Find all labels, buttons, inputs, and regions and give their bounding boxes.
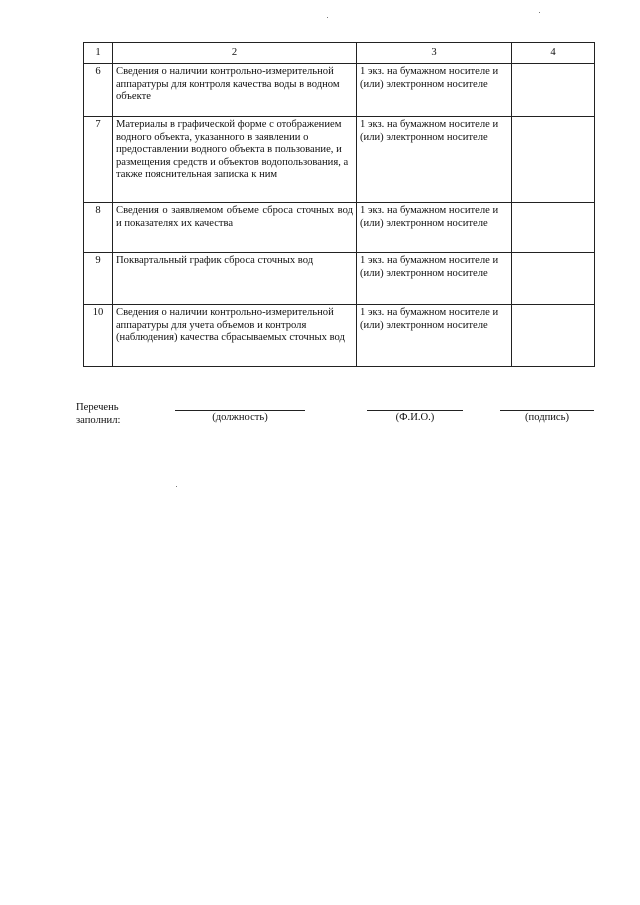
row-number: 7: [84, 117, 113, 203]
documents-table: [83, 42, 595, 367]
row-note: [512, 305, 595, 367]
row-note: [512, 117, 595, 203]
row-copies: 1 экз. на бумажном носителе и (или) электронном носителе: [357, 203, 512, 253]
scan-speck: [176, 486, 177, 487]
row-copies: 1 экз. на бумажном носителе и (или) электронном носителе: [357, 305, 512, 367]
position-caption: (должность): [212, 412, 268, 423]
table-row: [84, 64, 595, 117]
row-description: Сведения о наличии контрольно-измерительной аппаратуры для контроля качества воды в водном объекте: [113, 64, 357, 117]
signature-caption: (подпись): [525, 412, 569, 423]
header-cell-1: 1: [84, 43, 113, 64]
table-row: [84, 117, 595, 203]
table-row: [84, 203, 595, 253]
row-copies: 1 экз. на бумажном носителе и (или) электронном носителе: [357, 64, 512, 117]
row-description: Материалы в графической форме с отображением водного объекта, указанного в заявлении о предоставлении водного объекта в пользование, и размещения средств и объектов водопользования, а также пояснительная записка к ним: [113, 117, 357, 203]
header-cell-3: 3: [357, 43, 512, 64]
name-caption: (Ф.И.О.): [395, 412, 435, 423]
signature-line: [500, 410, 594, 411]
scan-speck: [327, 17, 328, 18]
table-row: [84, 253, 595, 305]
row-copies: 1 экз. на бумажном носителе и (или) электронном носителе: [357, 253, 512, 305]
scan-speck: [539, 12, 540, 13]
header-cell-2: 2: [113, 43, 357, 64]
table-header-row: [84, 43, 595, 64]
row-description: Сведения о наличии контрольно-измерительной аппаратуры для учета объемов и контроля (наблюдения) качества сбрасываемых сточных вод: [113, 305, 357, 367]
name-signature-line: [367, 410, 463, 411]
row-note: [512, 64, 595, 117]
row-note: [512, 253, 595, 305]
row-description: Сведения о заявляемом объеме сброса сточных вод и показателях их качества: [113, 203, 357, 253]
position-signature-line: [175, 410, 305, 411]
row-description: Поквартальный график сброса сточных вод: [113, 253, 357, 305]
signature-label-line1: Перечень: [76, 402, 119, 413]
table-row: [84, 305, 595, 367]
signature-label: [76, 402, 120, 427]
row-copies: 1 экз. на бумажном носителе и (или) электронном носителе: [357, 117, 512, 203]
row-number: 10: [84, 305, 113, 367]
row-number: 8: [84, 203, 113, 253]
header-cell-4: 4: [512, 43, 595, 64]
signature-label-line2: заполнил:: [76, 414, 121, 426]
row-note: [512, 203, 595, 253]
row-number: 9: [84, 253, 113, 305]
row-number: 6: [84, 64, 113, 117]
